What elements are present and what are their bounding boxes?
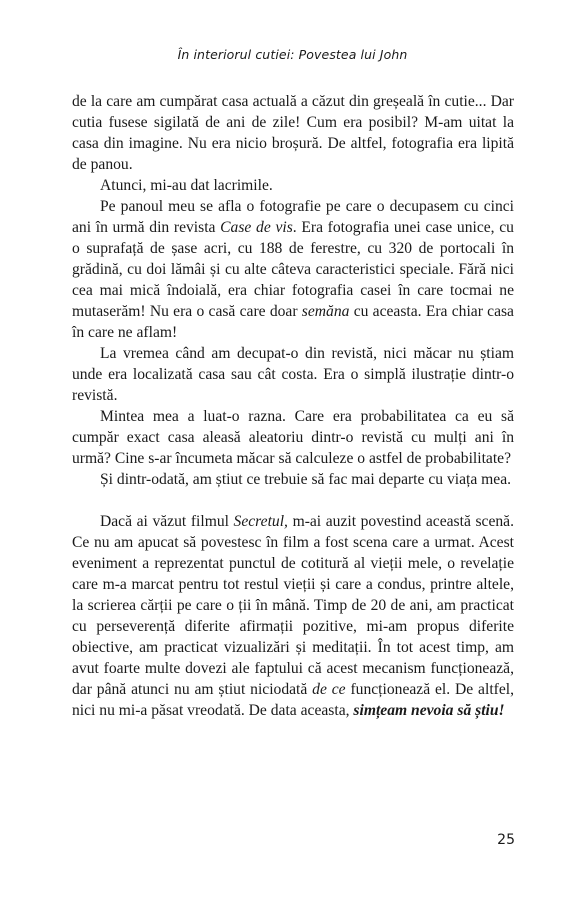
- paragraph-7: [72, 511, 514, 721]
- paragraph-text: Pe panoul meu se afla o fotografie pe care o decupasem cu cinci ani în urmă din revista: [72, 198, 514, 236]
- paragraph-text: La vremea când am decupat-o din revistă, nici măcar nu știam unde era localizată casa sau cât costa. Era o simplă ilustrație dintr-o revistă.: [72, 345, 514, 404]
- paragraph-text: cu aceasta. Era chiar casa în care ne aflam!: [72, 303, 514, 341]
- paragraph-text: m-ai auzit povestind această scenă. Ce nu am apucat să povestesc în film a fost scena care a urmat. Acest eveniment a reprezentat punctul de cotitură al vieții mele, o revelație care m-a marcat pentru tot restul vieții și care a condus, printre altele, la scrierea cărții pe care o ții în mână. Timp de 20 de ani, am practicat cu perseverență diferite afirmații pozitive, mi-am propus diferite obiective, am practicat vizualizări și meditații. În tot acest timp, am avut foarte multe dovezi ale faptului că acest mecanism funcționează, dar până atunci nu am știut niciodată: [72, 513, 514, 698]
- paragraph-text: Atunci, mi-au dat lacrimile.: [100, 177, 273, 194]
- paragraph-text: Mintea mea a luat-o razna. Care era probabilitatea ca eu să cumpăr exact casa aleasă aleatoriu dintr-o revistă cu mulți ani în urmă? Cine s-ar încumeta măcar să calculeze o astfel de probabilitate?: [72, 408, 514, 467]
- page-number: 25: [497, 832, 515, 848]
- film-title: Secretul,: [233, 513, 288, 530]
- paragraph-text: . Era fotografia unei case unice, cu o suprafață de șase acri, cu 188 de ferestre, cu 320 de portocali în grădină, cu doi lămâi și cu alte câteva caracteristici speciale. Fără nici cea mai mică îndoială, era chiar fotografia casei în care tocmai ne mutaserăm! Nu era o casă care doar: [72, 219, 514, 320]
- paragraph-2: [72, 175, 514, 196]
- paragraph-text: de la care am cumpărat casa actuală a căzut din greșeală în cutie... Dar cutia fusese sigilată de ani de zile! Cum era posibil? M-am uitat la casa din imagine. Nu era nicio broșură. De altfel, fotografia era lipită de panou.: [72, 93, 514, 173]
- magazine-title: Case de vis: [220, 219, 293, 236]
- paragraph-text: funcționează el. De altfel, nici nu mi-a păsat vreodată. De data aceasta,: [72, 681, 514, 719]
- paragraph-5: [72, 406, 514, 469]
- paragraph-4: [72, 343, 514, 406]
- paragraph-1: [72, 91, 514, 175]
- body-text: [72, 91, 514, 721]
- running-header: În interiorul cutiei: Povestea lui John: [177, 47, 408, 62]
- emphasis-bold-text: simțeam nevoia să știu!: [353, 702, 505, 719]
- emphasis-text: semăna: [301, 303, 350, 320]
- emphasis-text: de ce: [312, 681, 346, 698]
- paragraph-3: [72, 196, 514, 343]
- paragraph-text: Dacă ai văzut filmul: [100, 513, 234, 530]
- paragraph-text: Și dintr-odată, am știut ce trebuie să fac mai departe cu viața mea.: [100, 471, 512, 488]
- paragraph-6: [72, 469, 514, 490]
